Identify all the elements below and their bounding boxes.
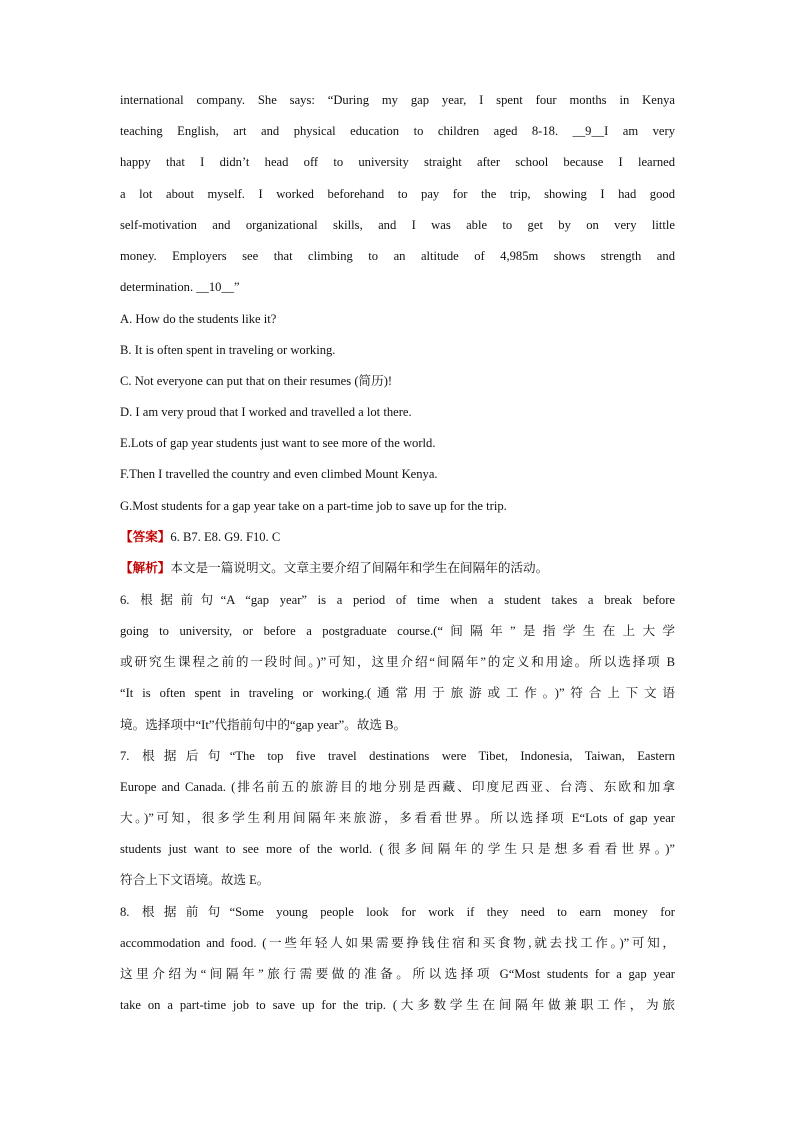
passage-line: teaching English, art and physical education to children aged 8-18. __9__I am very: [120, 124, 675, 138]
explanation-line: 境。选择项中“It”代指前句中的“gap year”。故选 B。: [120, 718, 407, 732]
passage-line: international company. She says: “During my gap year, I spent four months in Kenya: [120, 93, 675, 107]
explanation-line: 大。)”可知，很多学生利用间隔年来旅游，多看看世界。所以选择项 E“Lots of gap year: [120, 811, 675, 825]
explanation-line: “It is often spent in traveling or working.(通常用于旅游或工作。)”符合上下文语: [120, 686, 675, 700]
option-g: G.Most students for a gap year take on a part-time job to save up for the trip.: [120, 499, 507, 513]
option-c: C. Not everyone can put that on their resumes (简历)!: [120, 374, 393, 388]
passage-line: money. Employers see that climbing to an altitude of 4,985m shows strength and: [120, 249, 675, 263]
analysis-text: 本文是一篇说明文。文章主要介绍了间隔年和学生在间隔年的活动。: [170, 561, 549, 575]
option-d: D. I am very proud that I worked and travelled a lot there.: [120, 405, 412, 419]
explanation-line: 7. 根据后句“The top five travel destinations were Tibet, Indonesia, Taiwan, Eastern: [120, 749, 675, 763]
option-f: F.Then I travelled the country and even climbed Mount Kenya.: [120, 467, 438, 481]
explanation-line: 6. 根据前句“A “gap year” is a period of time when a student takes a break before: [120, 593, 675, 607]
passage-line: determination. __10__”: [120, 280, 240, 294]
explanation-line: 符合上下文语境。故选 E。: [120, 873, 270, 887]
explanation-line: 这里介绍为“间隔年”旅行需要做的准备。所以选择项 G“Most students for a gap year: [120, 967, 675, 981]
explanation-line: 8. 根据前句“Some young people look for work if they need to earn money for: [120, 905, 675, 919]
analysis-line: [120, 560, 675, 576]
option-a: A. How do the students like it?: [120, 312, 277, 326]
passage-line: self-motivation and organizational skills, and I was able to get by on very little: [120, 218, 675, 232]
explanation-line: accommodation and food. (一些年轻人如果需要挣钱住宿和买食物,就去找工作。)”可知，: [120, 936, 675, 950]
passage-line: happy that I didn’t head off to university straight after school because I learned: [120, 155, 675, 169]
explanation-line: Europe and Canada. (排名前五的旅游目的地分别是西藏、印度尼西亚、台湾、东欧和加拿: [120, 780, 675, 794]
explanation-line: take on a part-time job to save up for the trip. (大多数学生在间隔年做兼职工作，为旅: [120, 998, 675, 1012]
answer-text: 6. B7. E8. G9. F10. C: [170, 530, 281, 544]
explanation-line: going to university, or before a postgraduate course.(“间隔年”是指学生在上大学: [120, 624, 675, 638]
analysis-label: 【解析】: [120, 561, 171, 575]
explanation-line: 或研究生课程之前的一段时间。)”可知，这里介绍“间隔年”的定义和用途。所以选择项 B: [120, 655, 675, 669]
option-e: E.Lots of gap year students just want to see more of the world.: [120, 436, 436, 450]
answer-line: [120, 529, 675, 545]
passage-line: a lot about myself. I worked beforehand to pay for the trip, showing I had good: [120, 187, 675, 201]
option-b: B. It is often spent in traveling or working.: [120, 343, 336, 357]
explanation-line: students just want to see more of the world. (很多间隔年的学生只是想多看看世界。)”: [120, 842, 675, 856]
answer-label: 【答案】: [120, 530, 171, 544]
